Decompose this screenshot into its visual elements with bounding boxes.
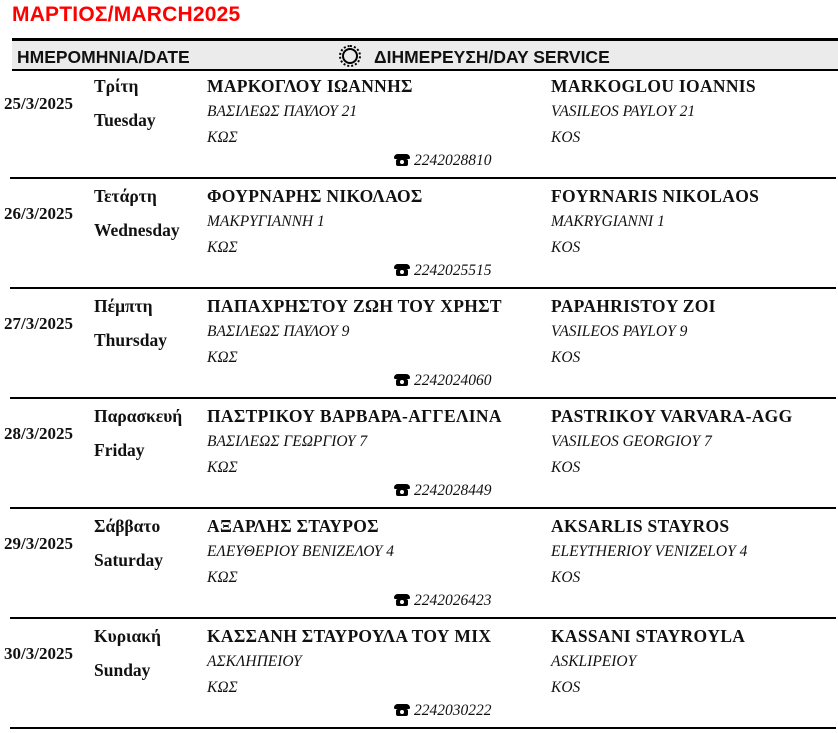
pharmacy-name-greek: ΠΑΣΤΡΙΚΟΥ ΒΑΡΒΑΡΑ-ΑΓΓΕΛΙΝΑ [207, 406, 502, 426]
address-english: MAKRYGIANNI 1 [551, 213, 665, 230]
row-divider [10, 177, 836, 179]
telephone-icon [394, 594, 410, 606]
duty-entry [0, 513, 838, 623]
address-greek: ΒΑΣΙΛΕΩΣ ΠΑΥΛΟΥ 21 [207, 103, 358, 120]
phone [394, 702, 492, 720]
entry-day-english: Tuesday [94, 110, 156, 130]
row-divider [10, 727, 836, 729]
city-greek: ΚΩΣ [207, 129, 238, 146]
city-english: KOS [551, 459, 581, 476]
address-greek: ΒΑΣΙΛΕΩΣ ΠΑΥΛΟΥ 9 [207, 323, 350, 340]
entry-day-greek: Τρίτη [94, 76, 139, 96]
entry-day-greek: Παρασκευή [94, 406, 183, 426]
address-english: VASILEOS PAYLOY 21 [551, 103, 696, 120]
phone-number: 2242024060 [414, 372, 492, 389]
row-divider [10, 617, 836, 619]
row-divider [10, 507, 836, 509]
entry-date: 26/3/2025 [4, 204, 73, 223]
entry-day-greek: Τετάρτη [94, 186, 157, 206]
duty-entry [0, 623, 838, 733]
telephone-icon [394, 374, 410, 386]
entry-date: 25/3/2025 [4, 94, 73, 113]
address-english: VASILEOS GEORGIOY 7 [551, 433, 712, 450]
address-greek: ΕΛΕΥΘΕΡΙΟΥ ΒΕΝΙΖΕΛΟΥ 4 [207, 543, 394, 560]
address-english: ASKLIPEIOY [551, 653, 637, 670]
pharmacy-name-english: MARKOGLOU IOANNIS [551, 76, 756, 96]
entry-day-english: Friday [94, 440, 145, 460]
pharmacy-name-greek: ΜΑΡΚΟΓΛΟΥ ΙΩΑΝΝΗΣ [207, 76, 413, 96]
city-english: KOS [551, 349, 581, 366]
city-greek: ΚΩΣ [207, 349, 238, 366]
entry-date: 27/3/2025 [4, 314, 73, 333]
duty-entry [0, 293, 838, 403]
entry-day-english: Thursday [94, 330, 167, 350]
phone [394, 372, 492, 390]
entry-day-english: Saturday [94, 550, 164, 570]
pharmacy-name-english: AKSARLIS STAYROS [551, 516, 730, 536]
telephone-icon [394, 484, 410, 496]
phone-number: 2242025515 [414, 262, 492, 279]
duty-entry [0, 73, 838, 183]
address-greek: ΑΣΚΛΗΠΕΙΟΥ [207, 653, 302, 670]
pharmacy-name-greek: ΚΑΣΣΑΝΗ ΣΤΑΥΡΟΥΛΑ ΤΟΥ ΜΙΧ [207, 626, 492, 646]
phone [394, 262, 492, 280]
header-service [342, 47, 610, 68]
phone [394, 592, 492, 610]
entry-date: 28/3/2025 [4, 424, 73, 443]
table-header [12, 38, 838, 71]
row-divider [10, 397, 836, 399]
city-greek: ΚΩΣ [207, 679, 238, 696]
entry-day-greek: Πέμπτη [94, 296, 153, 316]
address-english: ELEYTHERIOY VENIZELOY 4 [551, 543, 748, 560]
city-english: KOS [551, 569, 581, 586]
sun-icon [342, 48, 358, 64]
entry-day-english: Sunday [94, 660, 151, 680]
pharmacy-name-english: PASTRIKOY VARVARA-AGG [551, 406, 793, 426]
telephone-icon [394, 264, 410, 276]
entry-day-english: Wednesday [94, 220, 180, 240]
phone-number: 2242028810 [414, 152, 492, 169]
pharmacy-name-greek: ΠΑΠΑΧΡΗΣΤΟΥ ΖΩΗ ΤΟΥ ΧΡΗΣΤ [207, 296, 502, 316]
city-english: KOS [551, 239, 581, 256]
address-english: VASILEOS PAYLOY 9 [551, 323, 688, 340]
entry-day-greek: Σάββατο [94, 516, 161, 536]
header-service-label: ΔΙΗΜΕΡΕΥΣΗ/DAY SERVICE [374, 47, 610, 67]
pharmacy-name-english: KASSANI STAYROYLA [551, 626, 746, 646]
pharmacy-name-english: PAPAHRISTOY ZOI [551, 296, 716, 316]
row-divider [10, 287, 836, 289]
duty-entry [0, 403, 838, 513]
phone [394, 152, 492, 170]
pharmacy-name-greek: ΦΟΥΡΝΑΡΗΣ ΝΙΚΟΛΑΟΣ [207, 186, 423, 206]
pharmacy-name-greek: ΑΞΑΡΛΗΣ ΣΤΑΥΡΟΣ [207, 516, 379, 536]
entry-date: 30/3/2025 [4, 644, 73, 663]
city-greek: ΚΩΣ [207, 459, 238, 476]
phone-number: 2242026423 [414, 592, 492, 609]
entry-day-greek: Κυριακή [94, 626, 161, 646]
entry-date: 29/3/2025 [4, 534, 73, 553]
phone-number: 2242030222 [414, 702, 492, 719]
phone-number: 2242028449 [414, 482, 492, 499]
duty-entry [0, 183, 838, 293]
pharmacy-name-english: FOYRNARIS NIKOLAOS [551, 186, 760, 206]
city-english: KOS [551, 129, 581, 146]
telephone-icon [394, 154, 410, 166]
phone [394, 482, 492, 500]
address-greek: ΜΑΚΡΥΓΙΑΝΝΗ 1 [207, 213, 325, 230]
city-greek: ΚΩΣ [207, 239, 238, 256]
city-greek: ΚΩΣ [207, 569, 238, 586]
telephone-icon [394, 704, 410, 716]
header-date-label: ΗΜΕΡΟΜΗΝΙΑ/DATE [17, 47, 190, 67]
month-title: ΜΑΡΤΙΟΣ/MARCH2025 [12, 3, 241, 26]
address-greek: ΒΑΣΙΛΕΩΣ ΓΕΩΡΓΙΟΥ 7 [207, 433, 368, 450]
city-english: KOS [551, 679, 581, 696]
